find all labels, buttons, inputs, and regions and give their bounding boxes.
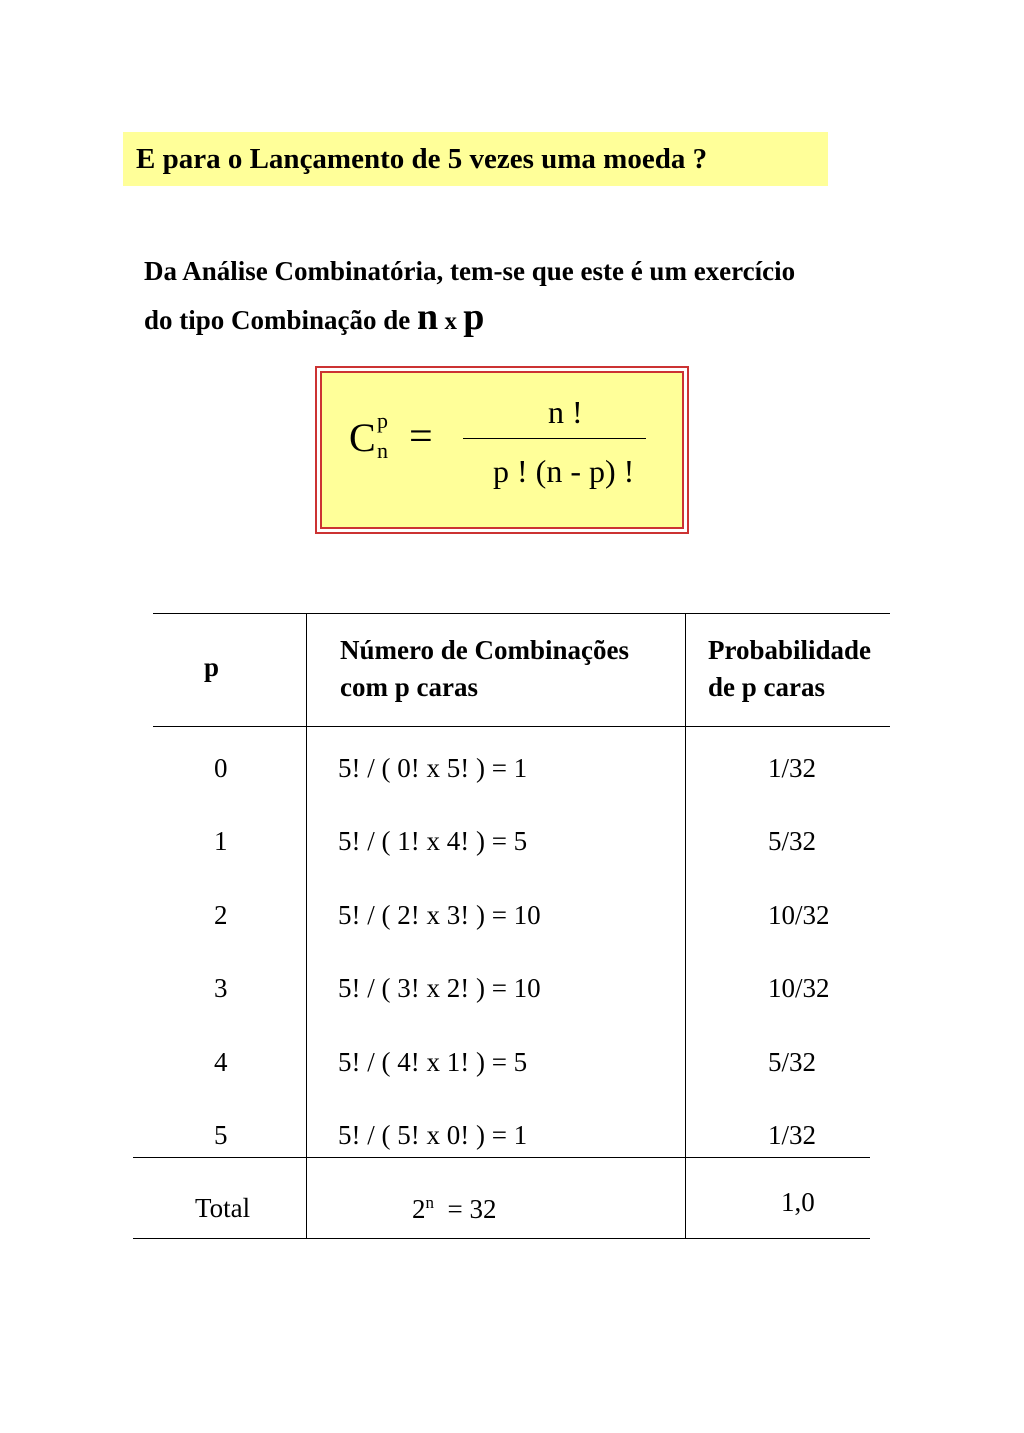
row-0-p: 0 xyxy=(214,753,228,783)
intro-p: p xyxy=(463,296,485,338)
row-1-p: 1 xyxy=(214,826,228,856)
formula-numerator: n ! xyxy=(548,394,583,430)
header-combinations-line-1: Número de Combinações xyxy=(340,635,629,665)
table-column-divider-1 xyxy=(306,613,307,1238)
row-2-p: 2 xyxy=(214,900,228,930)
row-1-probability: 5/32 xyxy=(768,826,817,856)
formula-superscript: p xyxy=(377,408,388,433)
header-combinations-line-2: com p caras xyxy=(340,672,478,702)
total-result: = 32 xyxy=(434,1194,497,1224)
row-0-probability: 1/32 xyxy=(768,753,817,783)
row-5-p: 5 xyxy=(214,1120,228,1150)
formula-subscript: n xyxy=(377,438,388,463)
table-column-divider-2 xyxy=(685,613,686,1238)
intro-paragraph xyxy=(144,248,795,345)
total-exponent: n xyxy=(425,1193,434,1212)
table-bottom-rule xyxy=(133,1238,870,1239)
row-0-combinations: 5! / ( 0! x 5! ) = 1 xyxy=(338,753,528,783)
row-3-combinations: 5! / ( 3! x 2! ) = 10 xyxy=(338,973,541,1003)
total-label: Total xyxy=(195,1193,251,1223)
header-probability-line-2: de p caras xyxy=(708,672,825,702)
formula-denominator: p ! (n - p) ! xyxy=(493,453,635,489)
formula-symbol: C xyxy=(349,415,376,460)
total-probability: 1,0 xyxy=(781,1187,815,1217)
row-2-probability: 10/32 xyxy=(768,900,830,930)
row-3-probability: 10/32 xyxy=(768,973,830,1003)
row-4-p: 4 xyxy=(214,1047,228,1077)
formula-fraction-bar xyxy=(463,438,646,439)
table-top-rule xyxy=(153,613,890,614)
intro-line-2 xyxy=(144,294,795,345)
header-probability-line-1: Probabilidade xyxy=(708,635,872,665)
intro-line-2-prefix: do tipo Combinação de xyxy=(144,305,418,335)
total-base: 2 xyxy=(412,1194,426,1224)
intro-x: x xyxy=(438,308,464,335)
row-4-combinations: 5! / ( 4! x 1! ) = 5 xyxy=(338,1047,528,1077)
intro-line-1: Da Análise Combinatória, tem-se que este é um exercício xyxy=(144,256,796,286)
row-1-combinations: 5! / ( 1! x 4! ) = 5 xyxy=(338,826,528,856)
intro-n: n xyxy=(417,296,439,338)
formula-equals: = xyxy=(409,414,433,460)
page-title: E para o Lançamento de 5 vezes uma moeda ? xyxy=(136,143,708,175)
row-5-probability: 1/32 xyxy=(768,1120,817,1150)
table-total-rule xyxy=(133,1157,870,1158)
row-3-p: 3 xyxy=(214,973,228,1003)
total-combinations xyxy=(412,1184,496,1228)
header-p: p xyxy=(204,652,220,682)
row-2-combinations: 5! / ( 2! x 3! ) = 10 xyxy=(338,900,541,930)
table-header-rule xyxy=(153,726,890,727)
row-5-combinations: 5! / ( 5! x 0! ) = 1 xyxy=(338,1120,528,1150)
row-4-probability: 5/32 xyxy=(768,1047,817,1077)
